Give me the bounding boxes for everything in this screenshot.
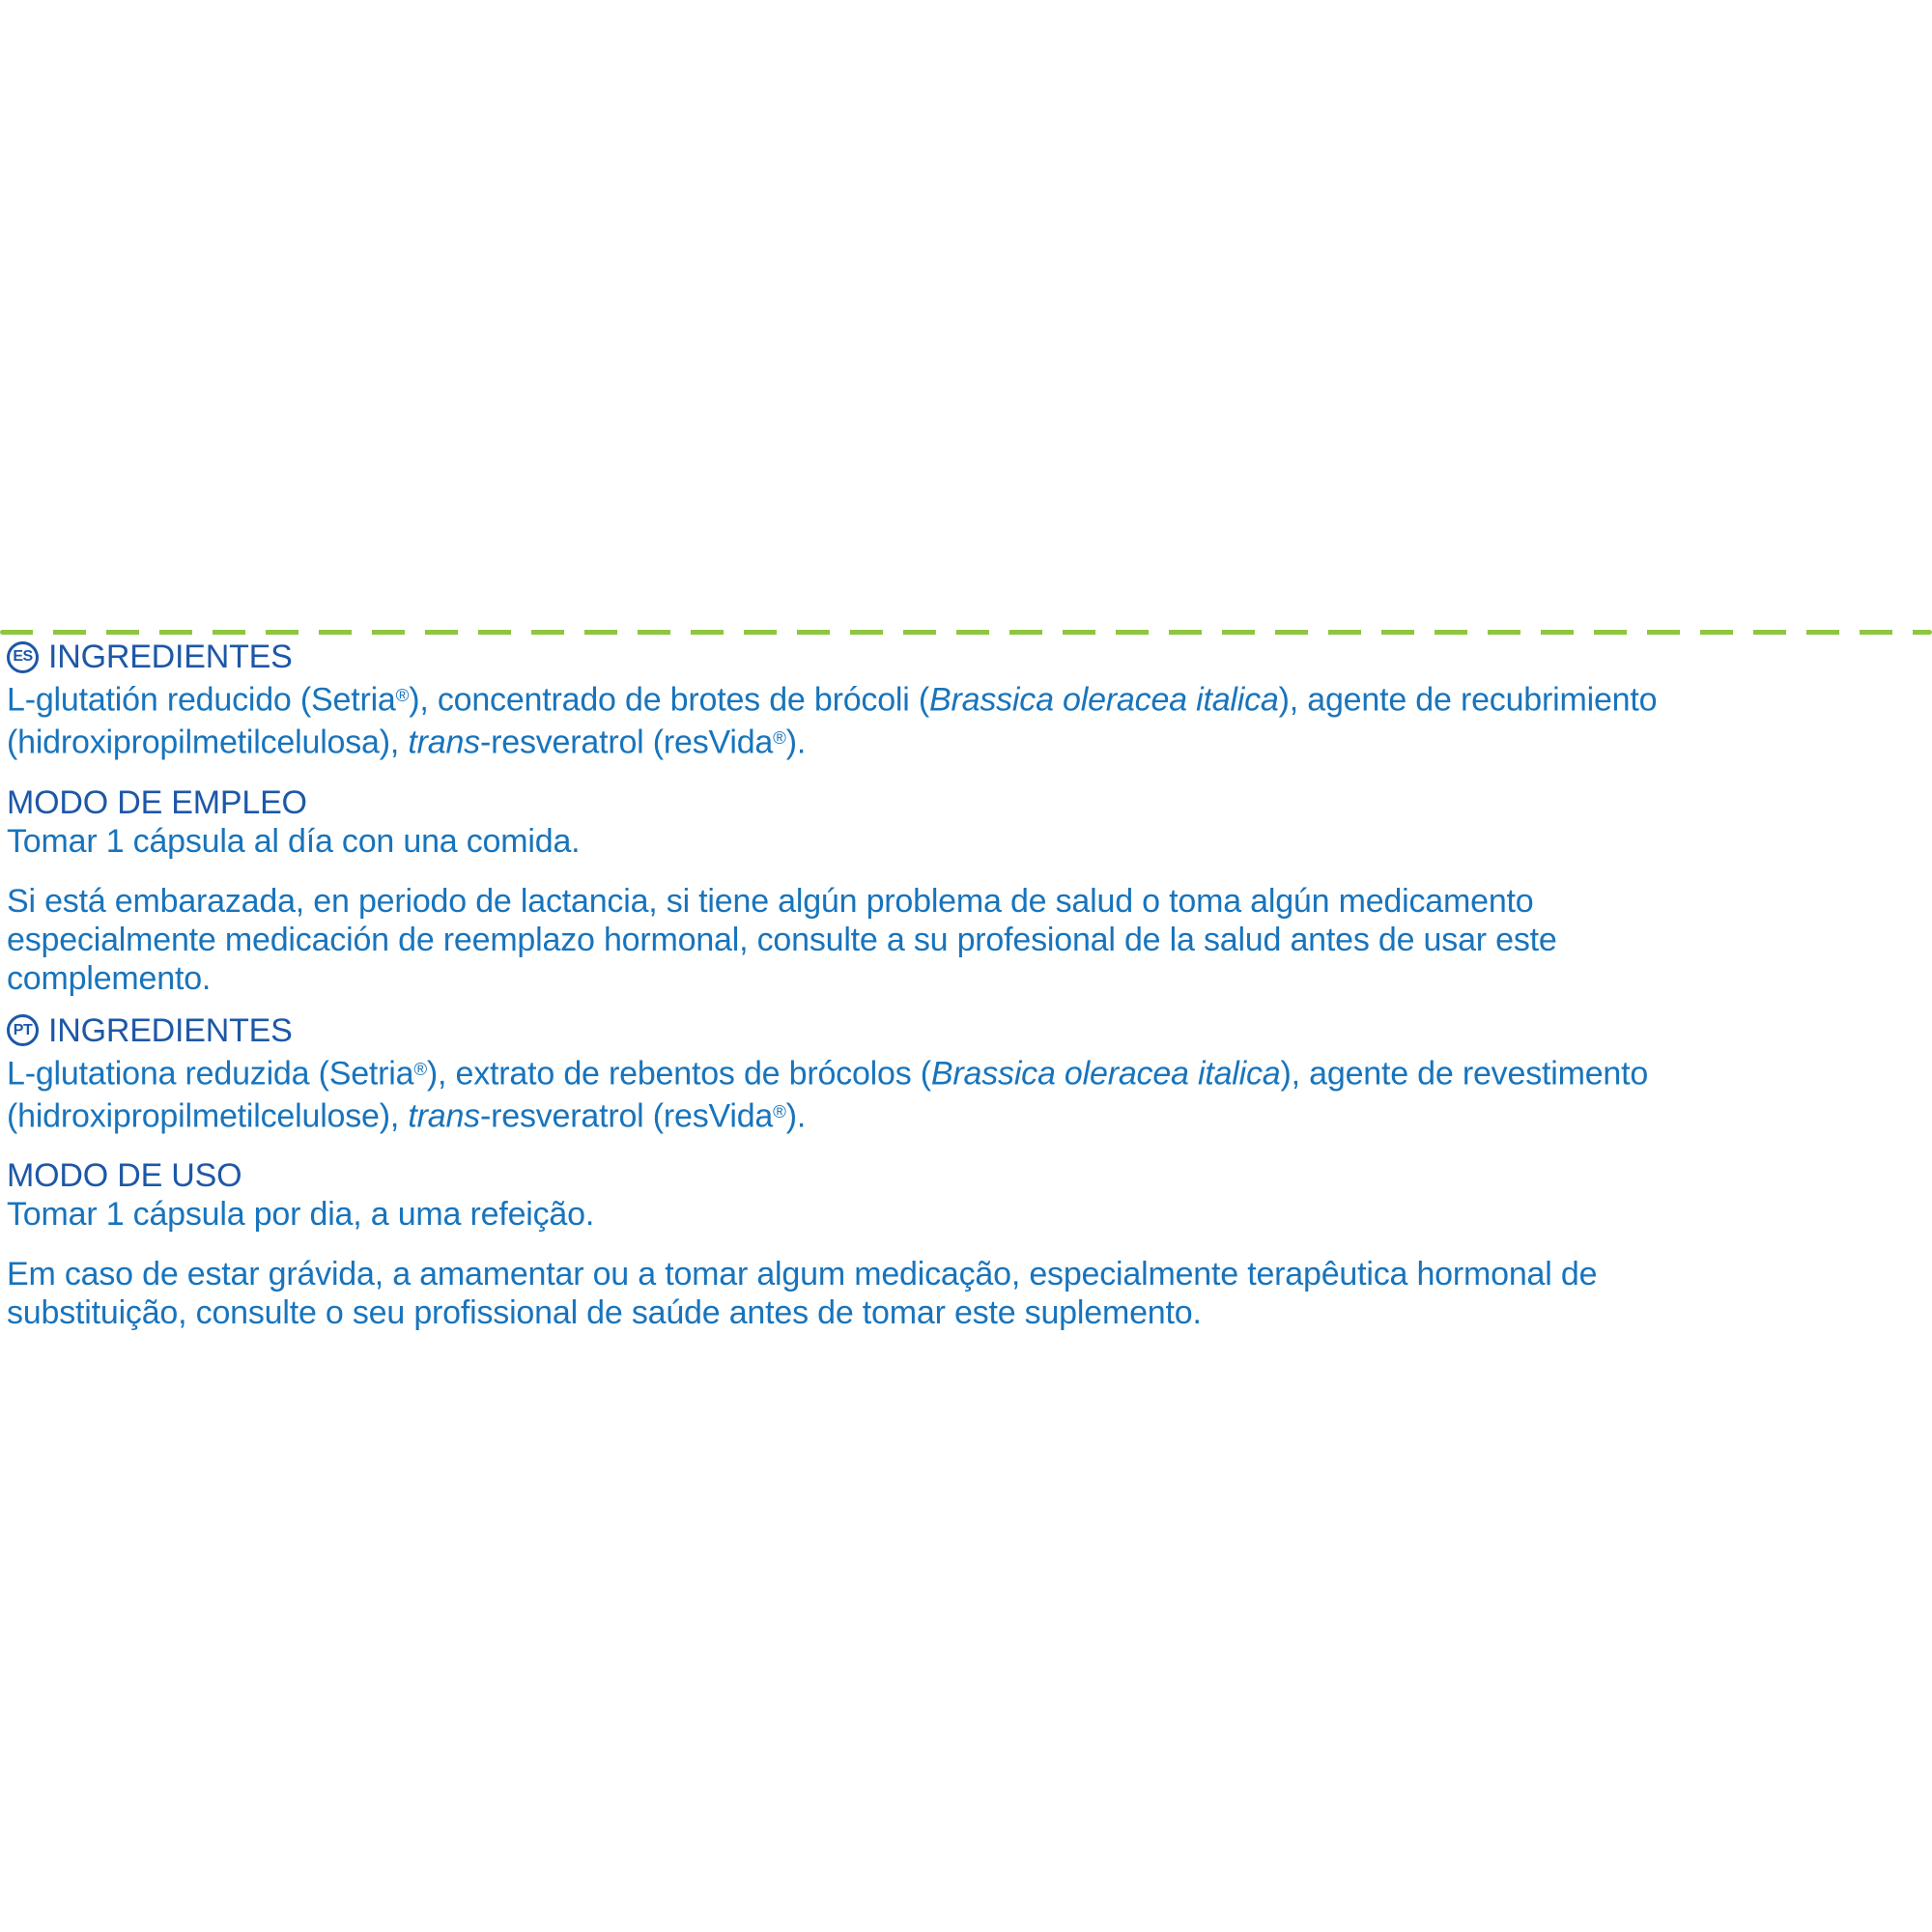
- text-line: (hidroxipropilmetilcelulose), trans-resveratrol (resVida®).: [7, 1097, 807, 1135]
- text-line: especialmente medicación de reemplazo hormonal, consulte a su profesional de la salud antes de usar este: [7, 921, 1557, 958]
- pt-language-badge-icon: PT: [7, 1014, 39, 1046]
- pt-ingredients-heading-label: INGREDIENTES: [48, 1011, 293, 1049]
- es-language-badge-icon: ES: [7, 641, 39, 673]
- es-ingredients-paragraph: [7, 676, 1924, 762]
- text-line: Tomar 1 cápsula al día con una comida.: [7, 822, 581, 860]
- pt-usage-text: [7, 1195, 1924, 1234]
- pt-ingredients-paragraph: [7, 1050, 1924, 1136]
- text-line: L-glutationa reduzida (Setria®), extrato de rebentos de brócolos (Brassica oleracea italica), agente de revestimento: [7, 1055, 1649, 1093]
- es-ingredients-heading-label: INGREDIENTES: [48, 639, 293, 675]
- text-line: (hidroxipropilmetilcelulosa), trans-resveratrol (resVida®).: [7, 724, 807, 761]
- pt-usage-heading: MODO DE USO: [7, 1157, 242, 1195]
- es-usage-heading: MODO DE EMPLEO: [7, 783, 307, 821]
- text-line: substituição, consulte o seu profissional de saúde antes de tomar este suplemento.: [7, 1294, 1202, 1332]
- es-warning-paragraph: [7, 882, 1924, 998]
- pt-warning-paragraph: [7, 1255, 1924, 1332]
- section-portuguese: [7, 1011, 1924, 1333]
- es-ingredients-heading: [7, 638, 1924, 676]
- text-line: complemento.: [7, 959, 212, 997]
- section-spanish: [7, 638, 1924, 998]
- text-line: L-glutatión reducido (Setria®), concentrado de brotes de brócoli (Brassica oleracea italica), agente de recubrimiento: [7, 681, 1658, 719]
- label-content: [7, 638, 1924, 1332]
- text-line: Si está embarazada, en periodo de lactancia, si tiene algún problema de salud o toma algún medicamento: [7, 882, 1534, 920]
- es-usage-block: [7, 783, 1924, 861]
- pt-usage-block: [7, 1156, 1924, 1234]
- text-line: Em caso de estar grávida, a amamentar ou a tomar algum medicação, especialmente terapêutica hormonal de: [7, 1256, 1598, 1293]
- text-line: Tomar 1 cápsula por dia, a uma refeição.: [7, 1196, 595, 1234]
- pt-ingredients-heading: [7, 1011, 1924, 1050]
- dashed-separator-line: [0, 630, 1932, 635]
- es-usage-text: [7, 822, 1924, 861]
